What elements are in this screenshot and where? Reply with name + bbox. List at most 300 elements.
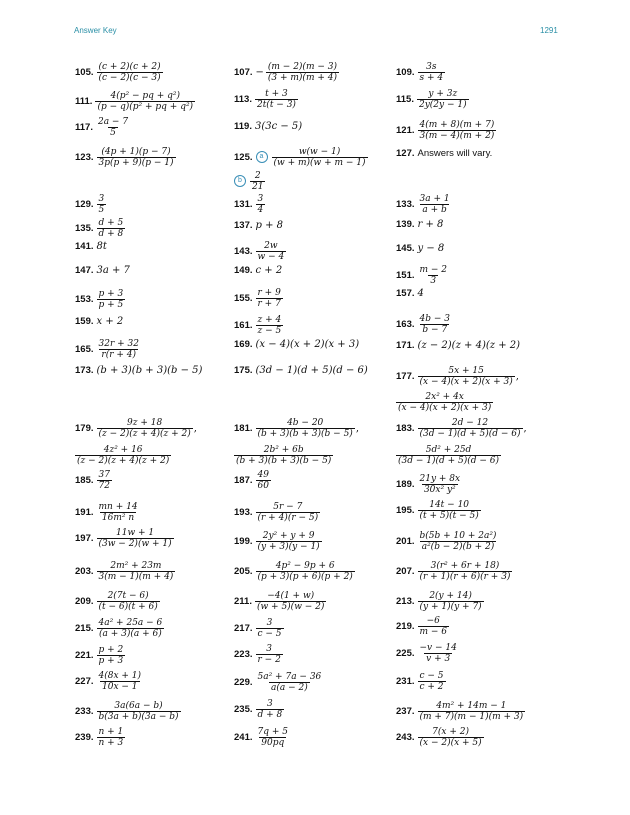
answer-item bbox=[234, 643, 283, 665]
numerator: 11w + 1 bbox=[116, 527, 155, 538]
numerator: −4(1 + w) bbox=[267, 590, 315, 601]
expression: (x − 4)(x + 2)(x + 3) bbox=[255, 338, 360, 350]
fraction bbox=[418, 701, 526, 722]
answer-number: 127. bbox=[396, 147, 415, 159]
answer-item bbox=[75, 527, 174, 549]
fraction bbox=[256, 531, 322, 552]
denominator: 4 bbox=[257, 204, 264, 215]
answer-number: 207. bbox=[396, 565, 415, 577]
answer-item bbox=[396, 590, 484, 612]
trailing-comma: , bbox=[523, 422, 527, 434]
fraction bbox=[234, 445, 333, 466]
running-header: Answer Key bbox=[74, 26, 117, 35]
denominator: (b + 3)(b + 3)(b − 5) bbox=[257, 428, 353, 439]
denominator: (b + 3)(b + 3)(b − 5) bbox=[236, 455, 332, 466]
expression: 4 bbox=[417, 287, 424, 299]
numerator: 3a(6a − b) bbox=[114, 700, 163, 711]
answer-item bbox=[234, 698, 284, 720]
answer-number: 191. bbox=[75, 506, 94, 518]
expression: r + 8 bbox=[417, 218, 444, 230]
denominator: m − 6 bbox=[419, 626, 448, 637]
expression: y − 8 bbox=[417, 242, 445, 254]
answer-item bbox=[75, 417, 197, 439]
answer-number: 175. bbox=[234, 364, 253, 376]
answer-number: 143. bbox=[234, 245, 253, 257]
numerator: 9z + 18 bbox=[127, 417, 163, 428]
expression: (3d − 1)(d + 5)(d − 6) bbox=[255, 364, 368, 376]
expression: (z − 2)(z + 4)(z + 2) bbox=[417, 339, 521, 351]
denominator: 3 bbox=[430, 275, 437, 286]
expression: 8t bbox=[96, 240, 107, 252]
answer-text: Answers will vary. bbox=[417, 147, 493, 159]
answer-number: 177. bbox=[396, 370, 415, 382]
denominator: (a + 3)(a + 6) bbox=[99, 628, 162, 639]
answer-item bbox=[75, 644, 125, 666]
answer-item bbox=[396, 473, 462, 495]
fraction bbox=[418, 500, 481, 521]
fraction bbox=[418, 62, 446, 83]
numerator: c − 5 bbox=[419, 670, 444, 681]
fraction bbox=[256, 470, 271, 491]
fraction bbox=[97, 561, 176, 582]
answer-number: 161. bbox=[234, 319, 253, 331]
fraction bbox=[418, 671, 446, 692]
answer-item bbox=[234, 115, 302, 137]
numerator: 3 bbox=[267, 698, 273, 709]
answer-number: 111. bbox=[75, 95, 93, 107]
answer-number: 199. bbox=[234, 535, 253, 547]
fraction bbox=[256, 194, 266, 215]
answer-number: 141. bbox=[75, 240, 94, 252]
numerator: 2(7t − 6) bbox=[107, 590, 149, 601]
numerator: 4b − 3 bbox=[419, 313, 450, 324]
fraction bbox=[256, 288, 283, 309]
denominator: b(3a + b)(3a − b) bbox=[98, 711, 179, 722]
answer-item bbox=[396, 365, 519, 387]
numerator: 4b − 20 bbox=[287, 417, 324, 428]
answer-item bbox=[396, 237, 444, 259]
fraction bbox=[255, 89, 298, 110]
answer-number: 149. bbox=[234, 264, 253, 276]
denominator: 90pq bbox=[261, 737, 285, 748]
numerator: 5a² + 7a − 36 bbox=[257, 671, 322, 682]
numerator: m − 2 bbox=[419, 264, 448, 275]
answer-number: 243. bbox=[396, 731, 415, 743]
fraction bbox=[97, 470, 112, 491]
answer-number: 197. bbox=[75, 532, 94, 544]
answer-number: 147. bbox=[75, 264, 94, 276]
sign-prefix: − bbox=[255, 66, 264, 78]
fraction bbox=[396, 445, 501, 466]
numerator: 7q + 5 bbox=[257, 726, 288, 737]
fraction bbox=[97, 528, 174, 549]
answer-number: 137. bbox=[234, 219, 253, 231]
answer-number: 201. bbox=[396, 535, 415, 547]
answer-item bbox=[234, 530, 322, 552]
numerator: 4(8x + 1) bbox=[98, 670, 142, 681]
numerator: 5d² + 25d bbox=[425, 444, 472, 455]
numerator: 2y² + y + 9 bbox=[262, 530, 315, 541]
denominator: (z − 2)(z + 4)(z + 2) bbox=[77, 455, 170, 466]
answer-number: 209. bbox=[75, 595, 94, 607]
numerator: 2 bbox=[254, 170, 261, 181]
fraction bbox=[418, 727, 484, 748]
answer-item bbox=[396, 391, 493, 413]
numerator: 2x² + 4x bbox=[425, 391, 464, 402]
numerator: b(5b + 10 + 2a²) bbox=[419, 530, 497, 541]
answer-item bbox=[396, 119, 496, 141]
answer-number: 119. bbox=[234, 120, 252, 132]
fraction bbox=[75, 445, 171, 466]
numerator: 5x + 15 bbox=[448, 365, 484, 376]
answer-number: 227. bbox=[75, 675, 94, 687]
denominator: r + 7 bbox=[257, 298, 281, 309]
fraction bbox=[418, 474, 463, 495]
answer-number: 145. bbox=[396, 242, 415, 254]
answer-item bbox=[234, 726, 290, 748]
fraction bbox=[417, 89, 469, 110]
answer-number: 221. bbox=[75, 649, 94, 661]
fraction bbox=[256, 644, 283, 665]
fraction bbox=[97, 339, 141, 360]
numerator: 5r − 7 bbox=[273, 501, 303, 512]
denominator: d + 8 bbox=[98, 228, 124, 239]
answer-item bbox=[234, 417, 359, 439]
denominator: 30x² y² bbox=[423, 484, 456, 495]
answer-item bbox=[396, 530, 498, 552]
answer-item bbox=[75, 288, 125, 310]
denominator: (m + 7)(m − 1)(m + 3) bbox=[419, 711, 524, 722]
numerator: 2d − 12 bbox=[451, 417, 489, 428]
fraction bbox=[95, 91, 195, 112]
denominator: 16m² n bbox=[101, 512, 135, 523]
denominator: c + 2 bbox=[419, 681, 444, 692]
numerator: d + 5 bbox=[98, 217, 124, 228]
answer-item bbox=[75, 501, 140, 523]
denominator: 60 bbox=[257, 480, 269, 491]
numerator: 3 bbox=[98, 193, 105, 204]
fraction bbox=[256, 699, 285, 720]
denominator: (3d − 1)(d + 5)(d − 6) bbox=[398, 455, 500, 466]
answer-item bbox=[75, 310, 123, 332]
fraction bbox=[97, 671, 144, 692]
expression: p + 8 bbox=[255, 219, 283, 231]
answer-number: 205. bbox=[234, 565, 253, 577]
denominator: (x − 2)(x + 5) bbox=[419, 737, 482, 748]
numerator: 37 bbox=[98, 469, 110, 480]
answer-number: 133. bbox=[396, 198, 415, 210]
fraction bbox=[97, 701, 181, 722]
answer-number: 233. bbox=[75, 705, 94, 717]
fraction bbox=[418, 643, 459, 664]
answer-number: 163. bbox=[396, 318, 415, 330]
numerator: t + 3 bbox=[265, 88, 288, 99]
answer-item bbox=[234, 287, 283, 309]
answer-item bbox=[396, 313, 452, 335]
numerator: 3s bbox=[426, 61, 437, 72]
trailing-comma: , bbox=[515, 370, 519, 382]
answer-item bbox=[75, 560, 175, 582]
answer-item bbox=[234, 170, 265, 192]
numerator: 4a² + 25a − 6 bbox=[98, 617, 163, 628]
answer-item bbox=[75, 193, 106, 215]
answer-item bbox=[396, 417, 527, 439]
fraction bbox=[272, 147, 368, 168]
answer-item bbox=[234, 61, 339, 83]
answer-number: 185. bbox=[75, 474, 94, 486]
denominator: n + 3 bbox=[98, 737, 124, 748]
answer-item bbox=[75, 726, 125, 748]
denominator: 3p(p + 9)(p − 1) bbox=[98, 157, 174, 168]
denominator: (3d − 1)(d + 5)(d − 6) bbox=[419, 428, 521, 439]
answer-item bbox=[75, 670, 143, 692]
answer-number: 181. bbox=[234, 422, 253, 434]
answer-item bbox=[75, 469, 112, 491]
fraction bbox=[418, 366, 515, 387]
fraction bbox=[418, 120, 497, 141]
answer-item bbox=[234, 214, 283, 236]
answer-number: 129. bbox=[75, 198, 94, 210]
denominator: (t − 6)(t + 6) bbox=[98, 601, 158, 612]
denominator: (y + 3)(y − 1) bbox=[257, 541, 320, 552]
answer-item bbox=[75, 90, 195, 112]
answer-number: 225. bbox=[396, 647, 415, 659]
numerator: 4m² + 14m − 1 bbox=[436, 700, 507, 711]
denominator: r − 2 bbox=[257, 654, 281, 665]
answer-number: 151. bbox=[396, 269, 415, 281]
denominator: p + 3 bbox=[98, 655, 124, 666]
answer-item bbox=[75, 590, 160, 612]
denominator: (w + m)(w + m − 1) bbox=[273, 157, 366, 168]
answer-item bbox=[234, 560, 355, 582]
answer-number: 115. bbox=[396, 93, 414, 105]
answer-item bbox=[234, 444, 333, 466]
denominator: (p − q)(p² + pq + q²) bbox=[97, 101, 194, 112]
answer-number: 213. bbox=[396, 595, 415, 607]
denominator: p + 5 bbox=[98, 299, 124, 310]
numerator: p + 2 bbox=[98, 644, 124, 655]
answer-item bbox=[75, 116, 130, 138]
fraction bbox=[97, 591, 160, 612]
numerator: −6 bbox=[426, 615, 440, 626]
numerator: 3 bbox=[266, 643, 273, 654]
answer-item bbox=[396, 142, 492, 164]
denominator: v + 3 bbox=[426, 653, 451, 664]
numerator: 4z² + 16 bbox=[103, 444, 143, 455]
denominator: r(r + 4) bbox=[101, 349, 137, 360]
fraction bbox=[97, 147, 176, 168]
answer-number: 231. bbox=[396, 675, 415, 687]
numerator: 2(y + 14) bbox=[429, 590, 472, 601]
denominator: (3w − 2)(w + 1) bbox=[98, 538, 172, 549]
answer-number: 107. bbox=[234, 66, 253, 78]
answer-item bbox=[234, 469, 271, 491]
answer-number: 239. bbox=[75, 731, 94, 743]
denominator: (x − 4)(x + 2)(x + 3) bbox=[398, 402, 492, 413]
numerator: 4(m + 8)(m + 7) bbox=[419, 119, 495, 130]
answer-item bbox=[396, 642, 459, 664]
fraction bbox=[250, 171, 265, 192]
trailing-comma: , bbox=[355, 422, 360, 434]
answer-item bbox=[234, 501, 320, 523]
answer-item bbox=[234, 333, 359, 355]
answer-number: 235. bbox=[234, 703, 253, 715]
answer-number: 241. bbox=[234, 731, 253, 743]
fraction bbox=[418, 314, 452, 335]
denominator: a + b bbox=[422, 204, 447, 215]
trailing-comma: , bbox=[193, 422, 197, 434]
answer-number: 211. bbox=[234, 595, 252, 607]
fraction bbox=[418, 531, 499, 552]
denominator: b − 7 bbox=[422, 324, 448, 335]
answer-number: 187. bbox=[234, 474, 253, 486]
answer-number: 121. bbox=[396, 124, 415, 136]
answer-item bbox=[396, 700, 525, 722]
denominator: (p + 3)(p + 6)(p + 2) bbox=[257, 571, 353, 582]
answer-number: 155. bbox=[234, 292, 253, 304]
answer-item bbox=[234, 259, 282, 281]
answer-number: 203. bbox=[75, 565, 94, 577]
numerator: (4p + 1)(p − 7) bbox=[101, 146, 171, 157]
numerator: z + 4 bbox=[257, 314, 282, 325]
fraction bbox=[256, 418, 355, 439]
numerator: 4(p² − pq + q²) bbox=[110, 90, 181, 101]
numerator: 3 bbox=[257, 193, 264, 204]
fraction bbox=[97, 727, 126, 748]
numerator: 4p² − 9p + 6 bbox=[275, 560, 335, 571]
answer-number: 217. bbox=[234, 622, 253, 634]
denominator: (w + 5)(w − 2) bbox=[256, 601, 325, 612]
answer-item bbox=[396, 213, 443, 235]
answer-item bbox=[75, 444, 171, 466]
fraction bbox=[97, 62, 163, 83]
fraction bbox=[97, 645, 126, 666]
answer-number: 135. bbox=[75, 222, 94, 234]
denominator: 2y(2y − 1) bbox=[418, 99, 467, 110]
numerator: 3 bbox=[266, 617, 273, 628]
answer-number: 117. bbox=[75, 121, 93, 133]
answer-number: 179. bbox=[75, 422, 94, 434]
answer-item bbox=[396, 615, 449, 637]
answer-number: 153. bbox=[75, 293, 94, 305]
answer-item bbox=[396, 282, 424, 304]
denominator: s + 4 bbox=[419, 72, 444, 83]
answer-number: 165. bbox=[75, 343, 94, 355]
denominator: (x − 4)(x + 2)(x + 3) bbox=[419, 376, 513, 387]
answer-item bbox=[396, 61, 445, 83]
answer-item bbox=[396, 444, 501, 466]
answer-item bbox=[75, 61, 163, 83]
fraction bbox=[97, 194, 107, 215]
answer-item bbox=[234, 671, 323, 693]
numerator: y + 3z bbox=[428, 88, 458, 99]
answer-item bbox=[75, 359, 202, 381]
answer-item bbox=[234, 146, 368, 168]
numerator: (m − 2)(m − 3) bbox=[267, 61, 337, 72]
fraction bbox=[256, 561, 355, 582]
answer-number: 173. bbox=[75, 364, 94, 376]
numerator: 3(r² + 6r + 18) bbox=[430, 560, 500, 571]
answer-number: 123. bbox=[75, 151, 94, 163]
denominator: (r + 4)(r − 5) bbox=[257, 512, 319, 523]
answer-number: 125. bbox=[234, 151, 253, 163]
denominator: (3 + m)(m + 4) bbox=[267, 72, 337, 83]
expression: c + 2 bbox=[255, 264, 283, 276]
numerator: 49 bbox=[257, 469, 269, 480]
fraction bbox=[256, 618, 284, 639]
denominator: d + 8 bbox=[257, 709, 283, 720]
numerator: 32r + 32 bbox=[98, 338, 139, 349]
fraction bbox=[418, 418, 523, 439]
answer-number: 113. bbox=[234, 93, 252, 105]
answer-number: 237. bbox=[396, 705, 415, 717]
answer-item bbox=[396, 88, 469, 110]
answer-number: 193. bbox=[234, 506, 253, 518]
denominator: 21 bbox=[252, 181, 264, 192]
answer-number: 109. bbox=[396, 66, 415, 78]
page-number: 1291 bbox=[540, 26, 558, 35]
numerator: 7(x + 2) bbox=[432, 726, 469, 737]
fraction bbox=[97, 289, 126, 310]
numerator: r + 9 bbox=[257, 287, 281, 298]
answer-item bbox=[75, 259, 130, 281]
denominator: (z − 2)(z + 4)(z + 2) bbox=[98, 428, 191, 439]
answer-item bbox=[75, 617, 164, 639]
answer-number: 223. bbox=[234, 648, 253, 660]
denominator: 10x − 1 bbox=[102, 681, 138, 692]
numerator: p + 3 bbox=[98, 288, 124, 299]
denominator: a²(b − 2)(b + 2) bbox=[421, 541, 495, 552]
fraction bbox=[256, 672, 324, 693]
expression: x + 2 bbox=[96, 315, 124, 327]
answer-item bbox=[234, 617, 284, 639]
answer-number: 183. bbox=[396, 422, 415, 434]
answer-item bbox=[396, 560, 512, 582]
numerator: 2m² + 23m bbox=[110, 560, 162, 571]
numerator: −v − 14 bbox=[419, 642, 457, 653]
numerator: (c + 2)(c + 2) bbox=[98, 61, 161, 72]
numerator: 2w bbox=[264, 240, 278, 251]
fraction bbox=[266, 62, 339, 83]
answer-item bbox=[396, 670, 446, 692]
answer-item bbox=[75, 700, 181, 722]
fraction bbox=[96, 117, 130, 138]
denominator: 3(m − 4)(m + 2) bbox=[419, 130, 495, 141]
answer-item bbox=[75, 235, 107, 257]
answer-item bbox=[234, 193, 265, 215]
answer-number: 159. bbox=[75, 315, 94, 327]
answer-number: 195. bbox=[396, 504, 415, 516]
fraction bbox=[97, 618, 165, 639]
expression: 3(3c − 5) bbox=[254, 120, 303, 132]
fraction bbox=[255, 591, 326, 612]
answer-item bbox=[396, 193, 452, 215]
denominator: w − 4 bbox=[257, 251, 285, 262]
expression: (b + 3)(b + 3)(b − 5) bbox=[96, 364, 203, 376]
answer-number: 139. bbox=[396, 218, 415, 230]
fraction bbox=[418, 616, 450, 637]
answer-number: 229. bbox=[234, 676, 253, 688]
answer-item bbox=[75, 146, 176, 168]
fraction bbox=[256, 502, 321, 523]
answer-number: 189. bbox=[396, 478, 415, 490]
answer-item bbox=[75, 338, 141, 360]
fraction bbox=[418, 591, 484, 612]
answer-item bbox=[234, 359, 368, 381]
answer-item bbox=[396, 726, 484, 748]
answer-number: 105. bbox=[75, 66, 94, 78]
numerator: w(w − 1) bbox=[298, 146, 341, 157]
